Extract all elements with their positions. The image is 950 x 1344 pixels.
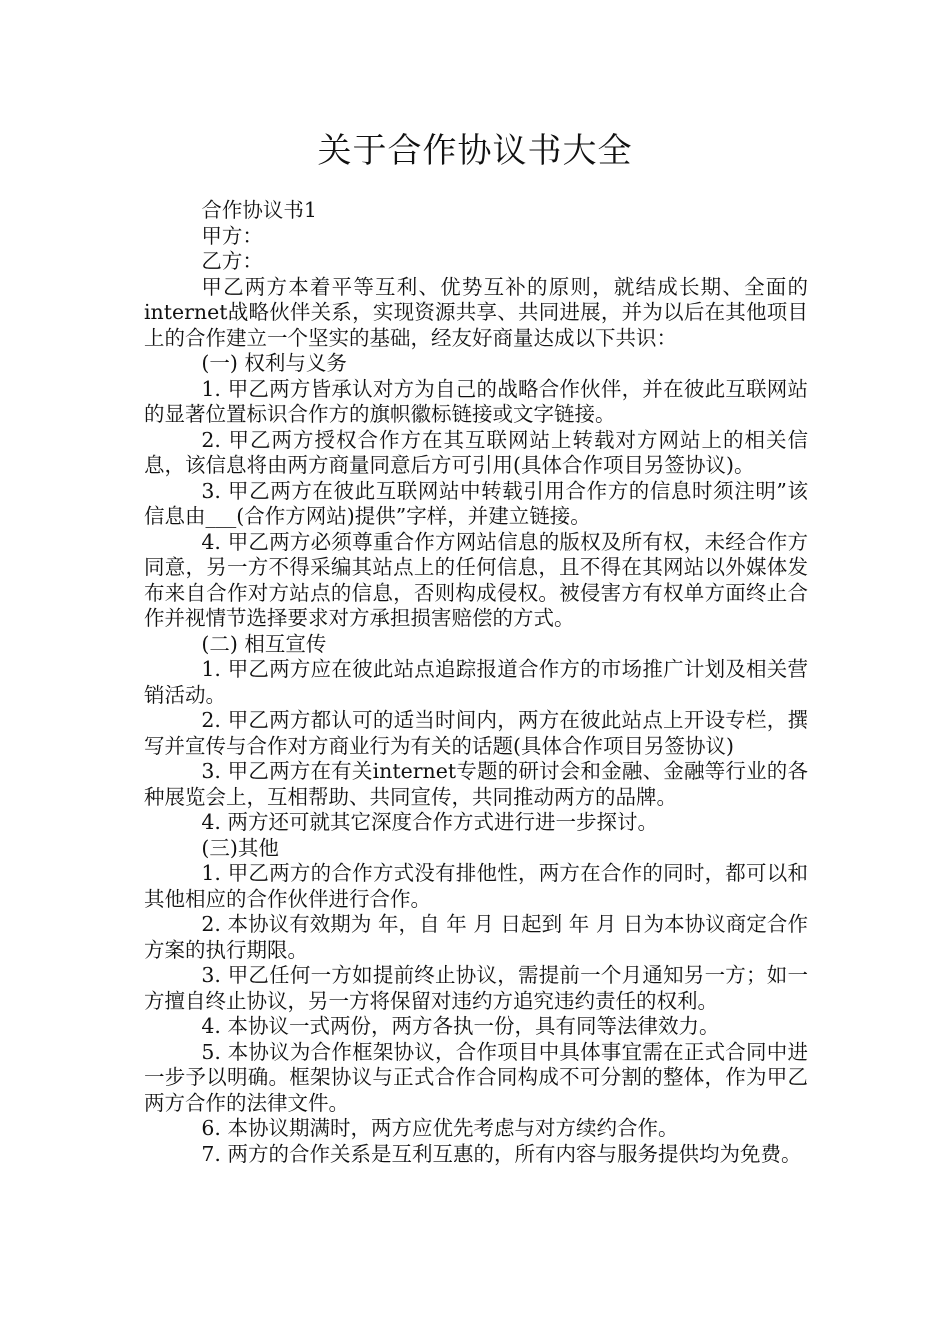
promotion-clause-2: 2. 甲乙两方都认可的适当时间内，两方在彼此站点上开设专栏，撰写并宣传与合作对方商业行为有关的话题(具体合作项目另签协议): [144, 708, 808, 758]
section-heading-promotion: (二) 相互宣传: [201, 631, 327, 656]
other-clause-7: 7. 两方的合作关系是互利互惠的，所有内容与服务提供均为免费。: [201, 1141, 802, 1166]
other-clause-2: 2. 本协议有效期为 年，自 年 月 日起到 年 月 日为本协议商定合作方案的执行期限。: [144, 912, 808, 962]
party-b-line: 乙方：: [201, 249, 263, 273]
document-body: [144, 198, 808, 1167]
preamble-paragraph: 甲乙两方本着平等互利、优势互补的原则，就结成长期、全面的internet战略伙伴关系，实现资源共享、共同进展，并为以后在其他项目上的合作建立一个坚实的基础，经友好商量达成以下共识：: [144, 274, 808, 350]
section-heading-rights: (一) 权利与义务: [201, 351, 347, 375]
rights-clause-2: 2. 甲乙两方授权合作方在其互联网站上转载对方网站上的相关信息，该信息将由两方商量同意后方可引用(具体合作项目另签协议)。: [144, 427, 808, 477]
other-clause-3: 3. 甲乙任何一方如提前终止协议，需提前一个月通知另一方；如一方擅自终止协议，另一方将保留对违约方追究违约责任的权利。: [144, 963, 808, 1013]
other-clause-5: 5. 本协议为合作框架协议，合作项目中具体事宜需在正式合同中进一步予以明确。框架协议与正式合作合同构成不可分割的整体，作为甲乙两方合作的法律文件。: [144, 1039, 808, 1115]
rights-clause-4: 4. 甲乙两方必须尊重合作方网站信息的版权及所有权，未经合作方同意，另一方不得采编其站点上的任何信息，且不得在其网站以外媒体发布来自合作对方站点的信息，否则构成侵权。被侵害方有权单方面终止合作并视情节选择要求对方承担损害赔偿的方式。: [144, 529, 808, 630]
other-clause-4: 4. 本协议一式两份，两方各执一份，具有同等法律效力。: [201, 1014, 720, 1038]
rights-clause-3: 3. 甲乙两方在彼此互联网站中转载引用合作方的信息时须注明”该信息由___(合作方网站)提供”字样，并建立链接。: [144, 478, 808, 528]
other-clause-6: 6. 本协议期满时，两方应优先考虑与对方续约合作。: [201, 1116, 679, 1140]
doc-heading-agreement-1: 合作协议书1: [201, 198, 317, 222]
section-heading-other: (三)其他: [201, 835, 279, 860]
rights-clause-1: 1. 甲乙两方皆承认对方为自己的战略合作伙伴，并在彼此互联网站的显著位置标识合作方的旗帜徽标链接或文字链接。: [144, 376, 808, 426]
other-clause-1: 1. 甲乙两方的合作方式没有排他性，两方在合作的同时，都可以和其他相应的合作伙伴进行合作。: [144, 861, 808, 911]
document-title: 关于合作协议书大全: [317, 131, 633, 171]
promotion-clause-4: 4. 两方还可就其它深度合作方式进行进一步探讨。: [201, 810, 658, 834]
promotion-clause-1: 1. 甲乙两方应在彼此站点追踪报道合作方的市场推广计划及相关营销活动。: [144, 657, 808, 707]
party-a-line: 甲方：: [201, 223, 263, 248]
promotion-clause-3: 3. 甲乙两方在有关internet专题的研讨会和金融、金融等行业的各种展览会上，互相帮助、共同宣传，共同推动两方的品牌。: [144, 759, 808, 809]
